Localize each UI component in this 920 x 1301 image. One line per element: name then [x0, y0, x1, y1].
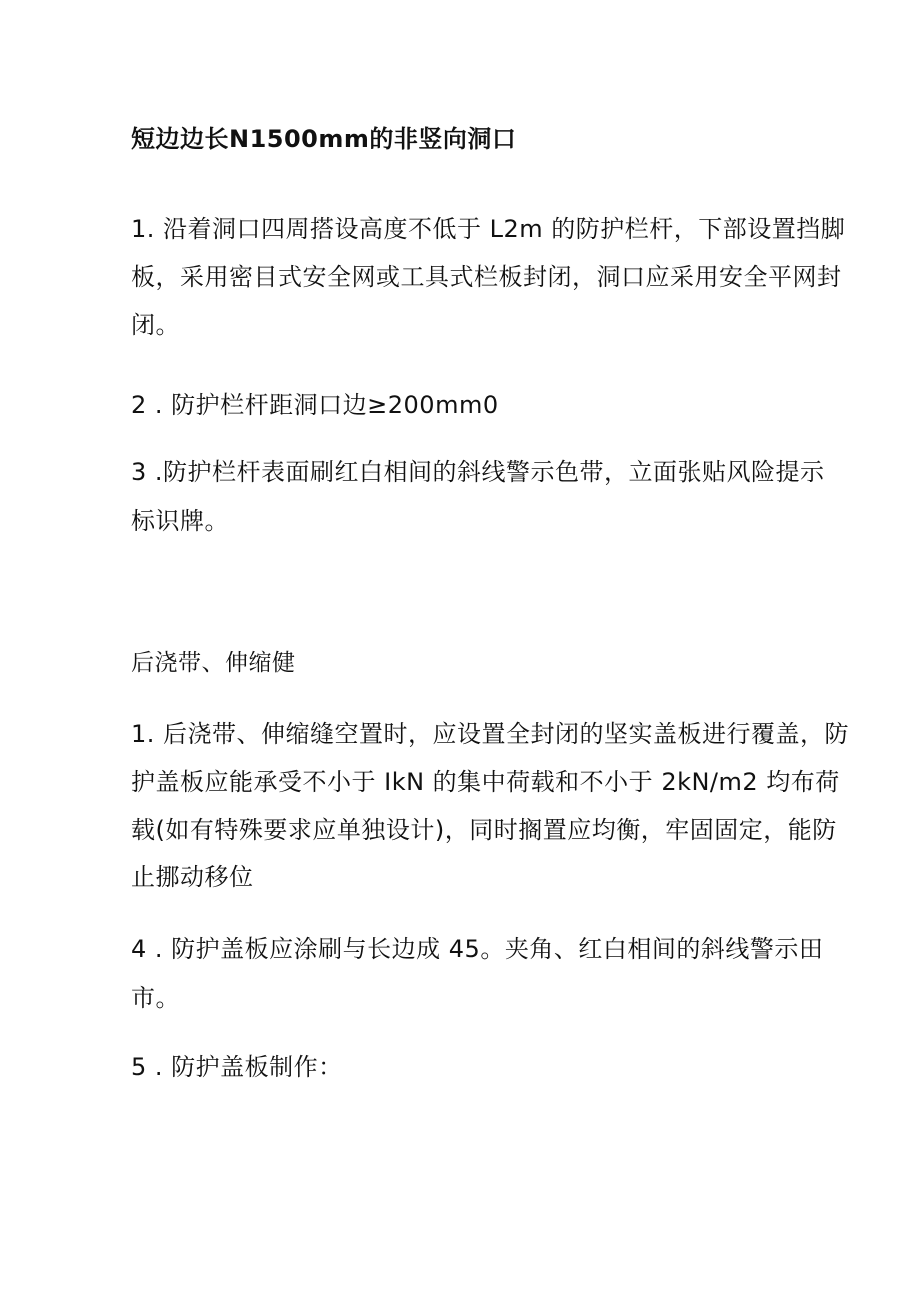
section1-item2: 2 . 防护栏杆距洞口边≥200mm0 [131, 391, 499, 419]
section2-item1-line2: 护盖板应能承受不小于 IkN 的集中荷载和不小于 2kN/m2 均布荷 [131, 768, 840, 796]
section-title-non-vertical-opening: 短边边长N1500mm的非竖向洞口 [131, 125, 517, 153]
section2-item5: 5 . 防护盖板制作： [131, 1053, 343, 1081]
section1-item1-line2: 板，采用密目式安全网或工具式栏板封闭，洞口应采用安全平网封 [131, 263, 842, 291]
section1-item1-line3: 闭。 [131, 311, 180, 339]
section1-item1-line1: 1. 沿着洞口四周搭设高度不低于 L2m 的防护栏杆，下部设置挡脚 [131, 215, 846, 243]
section1-item3-line1: 3 .防护栏杆表面刷红白相间的斜线警示色带，立面张贴风险提示 [131, 458, 825, 486]
section2-item4-line1: 4 . 防护盖板应涂刷与长边成 45。夹角、红白相间的斜线警示田 [131, 935, 824, 963]
section-title-post-cast-strip: 后浇带、伸缩健 [131, 650, 296, 676]
section2-item4-line2: 市。 [131, 984, 180, 1012]
section2-item1-line3: 载(如有特殊要求应单独设计)，同时搁置应均衡，牢固固定，能防 [131, 816, 837, 844]
section2-item1-line4: 止挪动移位 [131, 863, 254, 891]
section1-item3-line2: 标识牌。 [131, 507, 229, 535]
section2-item1-line1: 1. 后浇带、伸缩缝空置时，应设置全封闭的坚实盖板进行覆盖，防 [131, 720, 850, 748]
